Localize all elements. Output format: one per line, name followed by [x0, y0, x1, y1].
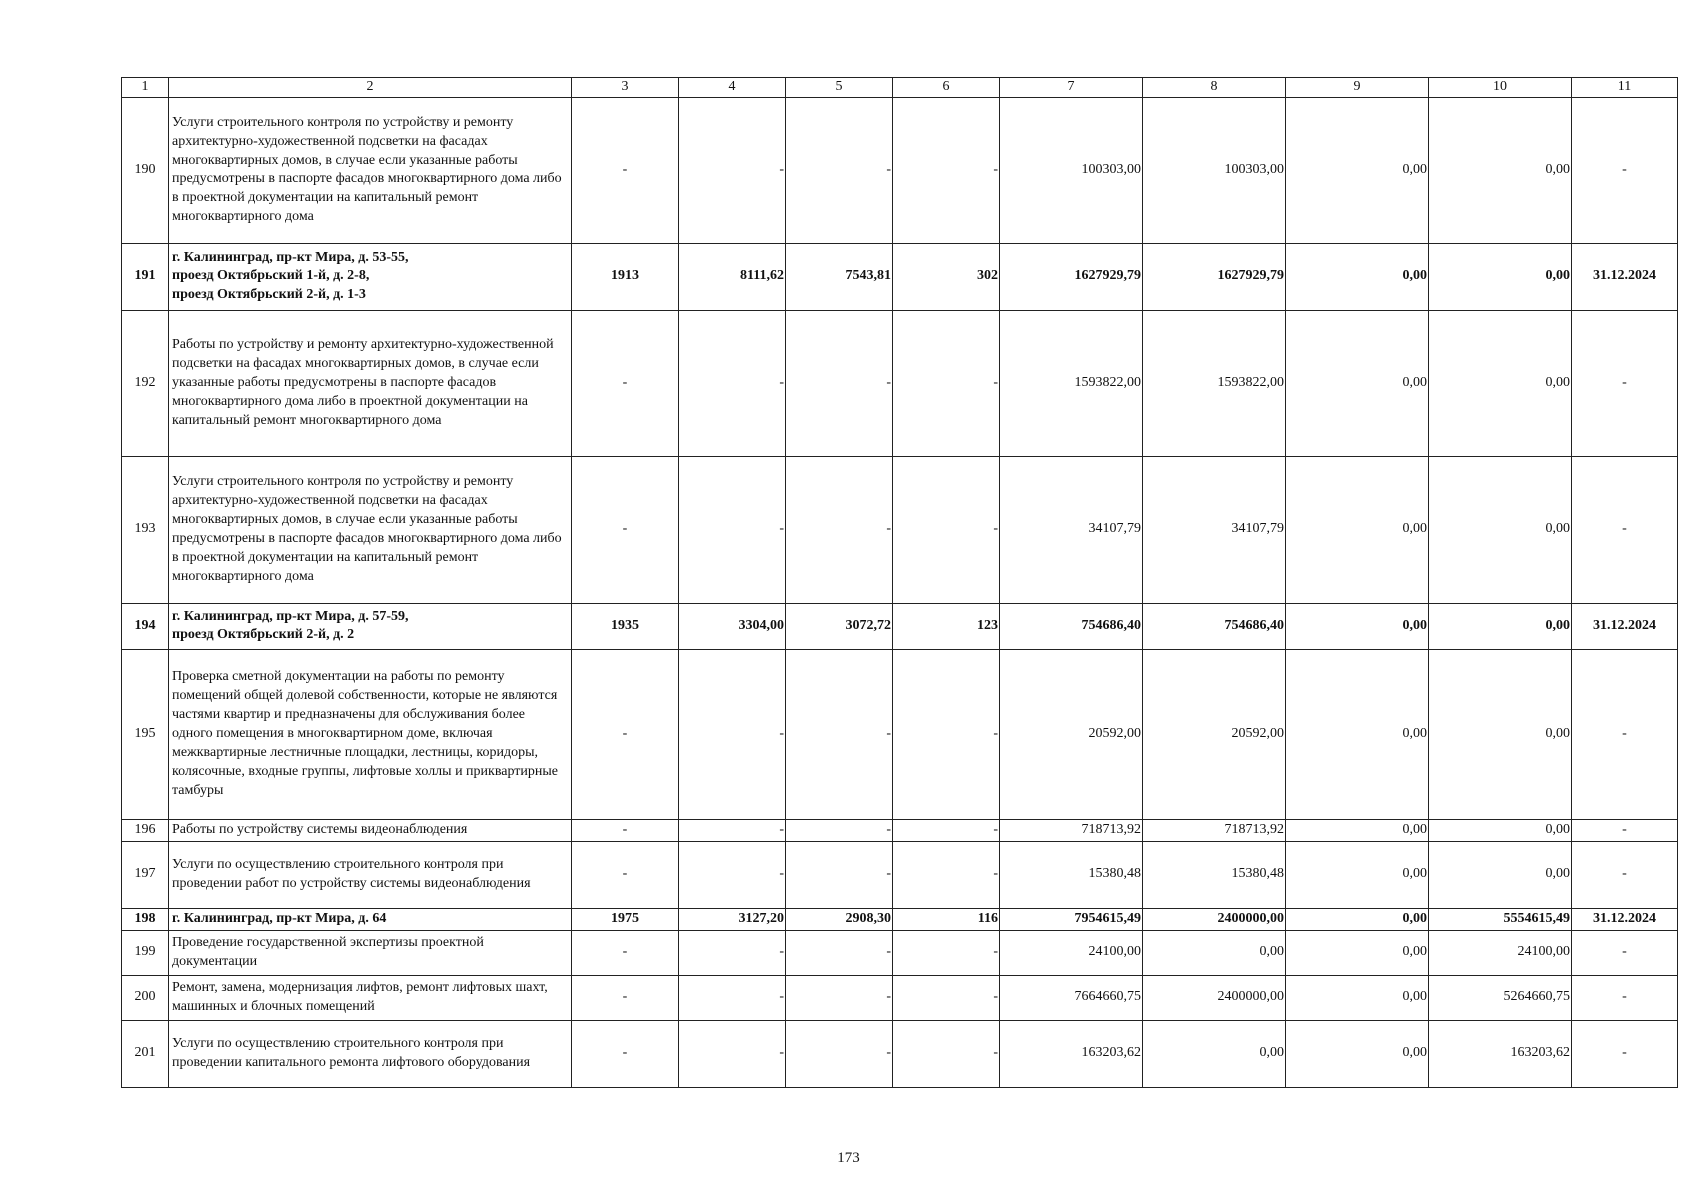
row-number: 191: [122, 243, 169, 310]
col-9-value: 0,00: [1286, 841, 1429, 908]
col-3-value: -: [572, 819, 679, 841]
row-description: г. Калининград, пр-кт Мира, д. 64: [169, 908, 572, 930]
col-6-value: -: [893, 310, 1000, 456]
col-7-value: 100303,00: [1000, 97, 1143, 243]
col-8-value: 0,00: [1143, 1020, 1286, 1087]
column-number-header: [122, 78, 1678, 98]
col-6-value: -: [893, 97, 1000, 243]
col-10-value: 5264660,75: [1429, 975, 1572, 1020]
col-5-value: -: [786, 310, 893, 456]
row-number: 198: [122, 908, 169, 930]
row-number: 201: [122, 1020, 169, 1087]
col-10-value: 0,00: [1429, 649, 1572, 819]
col-5-value: -: [786, 456, 893, 603]
col-4-value: -: [679, 975, 786, 1020]
row-number: 200: [122, 975, 169, 1020]
col-11-value: 31.12.2024: [1572, 908, 1678, 930]
col-3-value: -: [572, 841, 679, 908]
col-6-value: -: [893, 1020, 1000, 1087]
col-4-value: -: [679, 930, 786, 975]
table-body: [122, 97, 1678, 1087]
col-11-value: -: [1572, 310, 1678, 456]
row-description: Услуги по осуществлению строительного контроля при проведении работ по устройству системы видеонаблюдения: [169, 841, 572, 908]
header-cell: 3: [572, 78, 679, 98]
col-3-value: -: [572, 456, 679, 603]
col-5-value: -: [786, 97, 893, 243]
col-6-value: -: [893, 930, 1000, 975]
col-8-value: 754686,40: [1143, 603, 1286, 649]
col-11-value: -: [1572, 975, 1678, 1020]
col-7-value: 7664660,75: [1000, 975, 1143, 1020]
work-row: [122, 930, 1678, 975]
col-9-value: 0,00: [1286, 975, 1429, 1020]
col-11-value: -: [1572, 97, 1678, 243]
col-9-value: 0,00: [1286, 310, 1429, 456]
col-11-value: -: [1572, 456, 1678, 603]
col-11-value: -: [1572, 819, 1678, 841]
header-cell: 4: [679, 78, 786, 98]
row-number: 196: [122, 819, 169, 841]
col-4-value: -: [679, 1020, 786, 1087]
col-10-value: 0,00: [1429, 841, 1572, 908]
row-description: Услуги строительного контроля по устройству и ремонту архитектурно-художественной подсветки на фасадах многоквартирных домов, в случае если указанные работы предусмотрены в паспорте фасадов многоквартирного дома либо в проектной документации на капитальный ремонт многоквартирного дома: [169, 97, 572, 243]
col-8-value: 20592,00: [1143, 649, 1286, 819]
row-number: 190: [122, 97, 169, 243]
col-8-value: 1627929,79: [1143, 243, 1286, 310]
col-9-value: 0,00: [1286, 908, 1429, 930]
col-7-value: 24100,00: [1000, 930, 1143, 975]
col-10-value: 5554615,49: [1429, 908, 1572, 930]
col-5-value: -: [786, 975, 893, 1020]
col-9-value: 0,00: [1286, 1020, 1429, 1087]
address-row: [122, 243, 1678, 310]
col-4-value: -: [679, 819, 786, 841]
col-11-value: 31.12.2024: [1572, 603, 1678, 649]
col-4-value: 3304,00: [679, 603, 786, 649]
col-5-value: -: [786, 649, 893, 819]
col-4-value: -: [679, 97, 786, 243]
page-number: 173: [837, 1150, 860, 1166]
header-cell: 9: [1286, 78, 1429, 98]
col-3-value: -: [572, 97, 679, 243]
col-5-value: -: [786, 930, 893, 975]
row-number: 199: [122, 930, 169, 975]
row-description: Услуги по осуществлению строительного контроля при проведении капитального ремонта лифтового оборудования: [169, 1020, 572, 1087]
address-row: [122, 603, 1678, 649]
col-5-value: -: [786, 841, 893, 908]
header-cell: 10: [1429, 78, 1572, 98]
col-7-value: 7954615,49: [1000, 908, 1143, 930]
col-9-value: 0,00: [1286, 243, 1429, 310]
header-cell: 6: [893, 78, 1000, 98]
col-3-value: -: [572, 310, 679, 456]
row-number: 197: [122, 841, 169, 908]
col-4-value: -: [679, 456, 786, 603]
work-row: [122, 841, 1678, 908]
col-3-value: -: [572, 1020, 679, 1087]
col-8-value: 34107,79: [1143, 456, 1286, 603]
col-4-value: 3127,20: [679, 908, 786, 930]
row-description: Работы по устройству системы видеонаблюдения: [169, 819, 572, 841]
col-10-value: 0,00: [1429, 243, 1572, 310]
col-6-value: -: [893, 975, 1000, 1020]
row-description: Проверка сметной документации на работы по ремонту помещений общей долевой собственности, которые не являются частями квартир и предназначены для обслуживания более одного помещения в многоквартирном доме, включая межквартирные лестничные площадки, лестницы, коридоры, колясочные, входные группы, лифтовые холлы и приквартирные тамбуры: [169, 649, 572, 819]
program-table: [121, 77, 1678, 1088]
col-8-value: 0,00: [1143, 930, 1286, 975]
col-7-value: 15380,48: [1000, 841, 1143, 908]
col-6-value: -: [893, 649, 1000, 819]
col-11-value: -: [1572, 841, 1678, 908]
col-8-value: 2400000,00: [1143, 975, 1286, 1020]
col-8-value: 2400000,00: [1143, 908, 1286, 930]
col-6-value: -: [893, 456, 1000, 603]
col-9-value: 0,00: [1286, 603, 1429, 649]
row-description: Проведение государственной экспертизы проектной документации: [169, 930, 572, 975]
work-row: [122, 819, 1678, 841]
col-5-value: -: [786, 1020, 893, 1087]
col-8-value: 718713,92: [1143, 819, 1286, 841]
header-cell: 2: [169, 78, 572, 98]
col-5-value: 2908,30: [786, 908, 893, 930]
col-5-value: -: [786, 819, 893, 841]
work-row: [122, 310, 1678, 456]
col-3-value: 1975: [572, 908, 679, 930]
col-7-value: 1627929,79: [1000, 243, 1143, 310]
col-3-value: -: [572, 930, 679, 975]
col-6-value: -: [893, 819, 1000, 841]
col-7-value: 1593822,00: [1000, 310, 1143, 456]
col-3-value: -: [572, 975, 679, 1020]
col-4-value: -: [679, 649, 786, 819]
col-11-value: -: [1572, 1020, 1678, 1087]
col-7-value: 718713,92: [1000, 819, 1143, 841]
col-9-value: 0,00: [1286, 649, 1429, 819]
row-description: Работы по устройству и ремонту архитектурно-художественной подсветки на фасадах многоквартирных домов, в случае если указанные работы предусмотрены в паспорте фасадов многоквартирного дома либо в проектной документации на капитальный ремонт многоквартирного дома: [169, 310, 572, 456]
col-7-value: 34107,79: [1000, 456, 1143, 603]
col-10-value: 163203,62: [1429, 1020, 1572, 1087]
col-6-value: -: [893, 841, 1000, 908]
work-row: [122, 649, 1678, 819]
col-11-value: 31.12.2024: [1572, 243, 1678, 310]
row-number: 193: [122, 456, 169, 603]
col-9-value: 0,00: [1286, 819, 1429, 841]
col-7-value: 20592,00: [1000, 649, 1143, 819]
col-6-value: 302: [893, 243, 1000, 310]
col-10-value: 24100,00: [1429, 930, 1572, 975]
col-7-value: 163203,62: [1000, 1020, 1143, 1087]
col-11-value: -: [1572, 930, 1678, 975]
col-4-value: -: [679, 841, 786, 908]
document-sheet: [121, 77, 1661, 1088]
work-row: [122, 1020, 1678, 1087]
col-5-value: 7543,81: [786, 243, 893, 310]
col-8-value: 1593822,00: [1143, 310, 1286, 456]
col-11-value: -: [1572, 649, 1678, 819]
col-10-value: 0,00: [1429, 97, 1572, 243]
header-cell: 1: [122, 78, 169, 98]
col-9-value: 0,00: [1286, 97, 1429, 243]
header-cell: 8: [1143, 78, 1286, 98]
col-10-value: 0,00: [1429, 456, 1572, 603]
col-10-value: 0,00: [1429, 819, 1572, 841]
col-9-value: 0,00: [1286, 930, 1429, 975]
col-10-value: 0,00: [1429, 603, 1572, 649]
work-row: [122, 456, 1678, 603]
col-3-value: -: [572, 649, 679, 819]
col-5-value: 3072,72: [786, 603, 893, 649]
header-cell: 5: [786, 78, 893, 98]
col-3-value: 1913: [572, 243, 679, 310]
address-row: [122, 908, 1678, 930]
col-9-value: 0,00: [1286, 456, 1429, 603]
col-6-value: 123: [893, 603, 1000, 649]
row-description: г. Калининград, пр-кт Мира, д. 57-59, проезд Октябрьский 2-й, д. 2: [169, 603, 572, 649]
row-description: г. Калининград, пр-кт Мира, д. 53-55, проезд Октябрьский 1-й, д. 2-8, проезд Октябрьский 2-й, д. 1-3: [169, 243, 572, 310]
row-description: Услуги строительного контроля по устройству и ремонту архитектурно-художественной подсветки на фасадах многоквартирных домов, в случае если указанные работы предусмотрены в паспорте фасадов многоквартирного дома либо в проектной документации на капитальный ремонт многоквартирного дома: [169, 456, 572, 603]
col-8-value: 15380,48: [1143, 841, 1286, 908]
row-number: 194: [122, 603, 169, 649]
col-4-value: -: [679, 310, 786, 456]
work-row: [122, 97, 1678, 243]
row-description: Ремонт, замена, модернизация лифтов, ремонт лифтовых шахт, машинных и блочных помещений: [169, 975, 572, 1020]
col-10-value: 0,00: [1429, 310, 1572, 456]
col-8-value: 100303,00: [1143, 97, 1286, 243]
header-cell: 7: [1000, 78, 1143, 98]
col-7-value: 754686,40: [1000, 603, 1143, 649]
header-cell: 11: [1572, 78, 1678, 98]
col-4-value: 8111,62: [679, 243, 786, 310]
col-6-value: 116: [893, 908, 1000, 930]
work-row: [122, 975, 1678, 1020]
col-3-value: 1935: [572, 603, 679, 649]
row-number: 195: [122, 649, 169, 819]
row-number: 192: [122, 310, 169, 456]
